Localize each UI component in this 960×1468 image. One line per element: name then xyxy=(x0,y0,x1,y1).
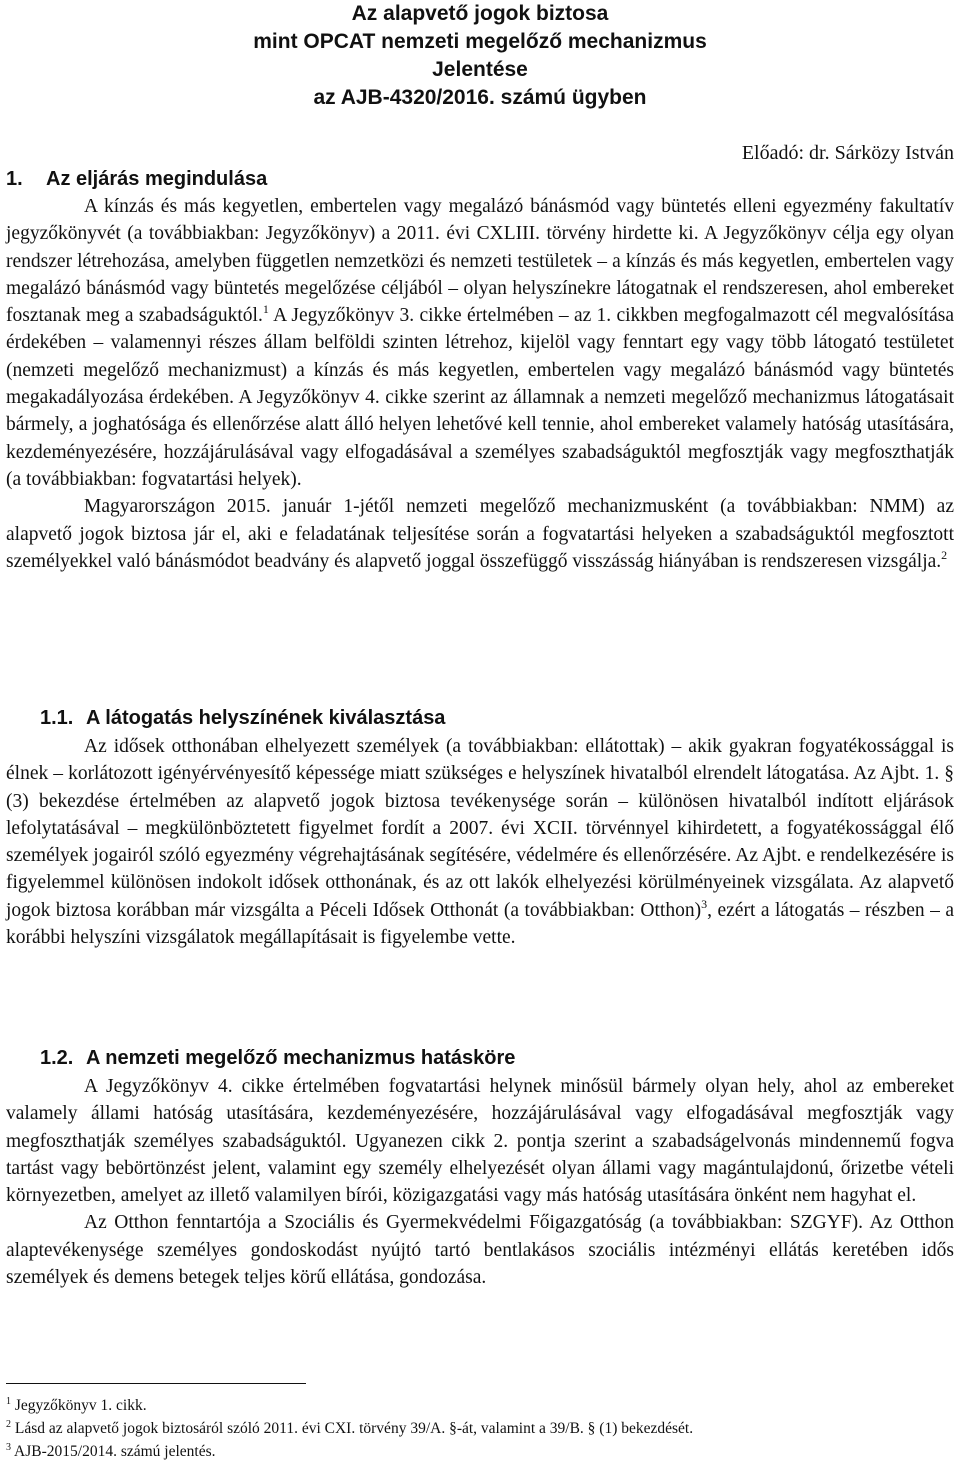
paragraph: Az Otthon fenntartója a Szociális és Gyermekvédelmi Főigazgatóság (a továbbiakban: SZGYF). Az Otthon alaptevékenysége személyes gondoskodást nyújtó tartó bentlakásos szociális intézményi ellátás keretében idős személyek és demens betegek teljes körű ellátása, gondozása. xyxy=(6,1212,954,1289)
section-title: A látogatás helyszínének kiválasztása xyxy=(86,707,446,729)
section-number: 1. xyxy=(6,168,23,190)
footnote-ref: 2 xyxy=(941,547,948,562)
section-1-1-heading xyxy=(40,705,445,731)
paragraph: A kínzás és más kegyetlen, embertelen vagy megalázó bánásmód vagy büntetés elleni egyezmény fakultatív jegyzőkönyvét (a továbbiakban: Jegyzőkönyv) a 2011. évi CXLIII. törvény hirdette ki. A Jegyzőkönyv célja egy olyan rendszer létrehozása, amelyben független nemzetközi és nemzeti testületek – a kínzás és más kegyetlen, embertelen vagy megalázó bánásmód vagy büntetés megelőzése céljából – olyan helyszínekre látogatnak el rendszeresen, ahol embereket fosztanak meg a szabadságuktól.$^1$ A Jegyzőkönyv 3. cikke értelmében – az 1. cikkben megfogalmazott cél megvalósítása érdekében – valamennyi részes állam belföldi szinten létrehoz, kijelöl vagy fenntart egy vagy több látogató testületet (nemzeti megelőző mechanizmust) a kínzás és más kegyetlen, embertelen vagy megalázó bánásmód vagy büntetés megakadályozása érdekében. A Jegyzőkönyv 4. cikke szerint az államnak a nemzeti megelőző mechanizmus látogatásait bármely, a joghatósága és ellenőrzése alatt álló helyen lehetővé kell tennie, ahol embereket valamely hatóság utasítására, kezdeményezésére, hozzájárulásával vagy elfogadásával a személyes szabadságuktól megfosztják vagy megfoszthatják (a továbbiakban: fogvatartási helyek). xyxy=(6,196,954,490)
section-1-1-body xyxy=(6,733,954,951)
paragraph: A Jegyzőkönyv 4. cikke értelmében fogvatartási helynek minősül bármely olyan hely, ahol az embereket valamely állami hatóság utasítására, kezdeményezésére, hozzájárulásával vagy elfogadásával megfosztják vagy megfoszthatják személyes szabadságuktól. Ugyanezen cikk 2. pontja szerint a szabadságelvonás mindennemű fogva tartást vagy bebörtönzést jelent, valamint egy személy elhelyezését olyan állami vagy magántulajdonú, őrizetbe vételi környezetben, amelyet az illető valamilyen bírói, közigazgatási vagy más hatóság utasítására önként nem hagyhat el. xyxy=(6,1076,954,1207)
paragraph: Az idősek otthonában elhelyezett személyek (a továbbiakban: ellátottak) – akik gyakran fogyatékossággal is élnek – korlátozott igényérvényesítő képessége miatt szükséges e helyszínek hivatalból elrendelt látogatása. Az Ajbt. 1. § (3) bekezdése értelmében az alapvető jogok biztosa tevékenysége során – különösen hivatalból indított eljárások lefolytatásával – megkülönböztetett figyelmet fordít a 2007. évi XCII. törvénnyel kihirdetett, a fogyatékossággal élő személyek jogairól szóló egyezmény végrehajtásának segítésére, védelmére és ellenőrzésére. Az Ajbt. e rendelkezésére is figyelemmel különösen indokolt idősek otthonának, és az ott lakók elhelyezési körülményeinek vizsgálata. Az alapvető jogok biztosa korábban már vizsgálta a Péceli Idősek Otthonát (a továbbiakban: Otthon)$^3$, ezért a látogatás – részben – a korábbi helyszíni vizsgálatok megállapításait is figyelembe vette. xyxy=(6,736,955,949)
footnote-ref: 3 xyxy=(701,896,708,911)
section-1-body xyxy=(6,193,954,575)
section-1-heading xyxy=(6,166,267,192)
paragraph: Magyarországon 2015. január 1-jétől nemzeti megelőző mechanizmusként (a továbbiakban: NMM) az alapvető jogok biztosa jár el, aki e feladatának teljesítése során a fogvatartási helyeken a szabadságuktól megfosztott személyekkel való bánásmódot beadvány és alapvető joggal összefüggő visszásság hiányában is rendszeresen vizsgálja.$^2$ xyxy=(6,496,954,572)
author-line: Előadó: dr. Sárközy István xyxy=(741,142,954,164)
section-title: A nemzeti megelőző mechanizmus hatásköre xyxy=(86,1047,516,1069)
document-title xyxy=(0,0,960,112)
footnote-divider xyxy=(6,1383,306,1384)
title-line-1: Az alapvető jogok biztosa xyxy=(351,2,609,25)
title-line-3: Jelentése xyxy=(432,58,528,81)
footnote: $^2$ Lásd az alapvető jogok biztosáról szóló 2011. évi CXI. törvény 39/A. §-át, valamint a 39/B. § (1) bekezdését. xyxy=(6,1419,694,1437)
footnote-ref: 1 xyxy=(262,302,269,317)
section-1-2-heading xyxy=(40,1045,515,1071)
title-line-2: mint OPCAT nemzeti megelőző mechanizmus xyxy=(253,30,707,53)
section-title: Az eljárás megindulása xyxy=(46,168,268,190)
footnote: $^3$ AJB-2015/2014. számú jelentés. xyxy=(6,1442,216,1460)
section-1-2-body xyxy=(6,1073,954,1291)
footnotes xyxy=(6,1394,954,1463)
title-line-4: az AJB-4320/2016. számú ügyben xyxy=(313,86,647,109)
footnote: $^1$ Jegyzőkönyv 1. cikk. xyxy=(6,1396,147,1414)
section-number: 1.1. xyxy=(40,707,74,729)
section-number: 1.2. xyxy=(40,1047,74,1069)
